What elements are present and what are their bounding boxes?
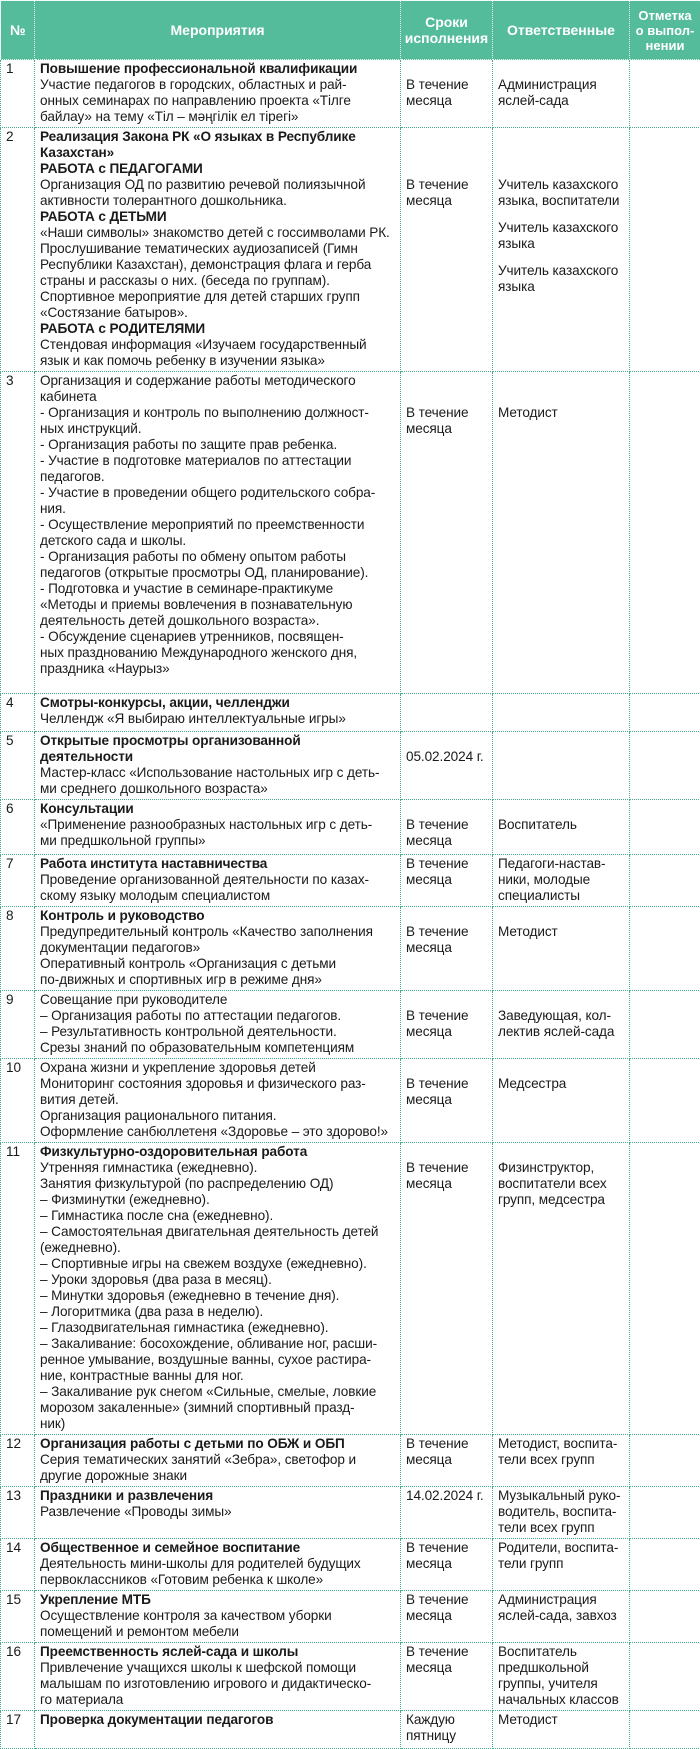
row-term: В течение месяца — [401, 1643, 493, 1711]
row-term: В течение месяца — [401, 1591, 493, 1643]
row-title: Повышение профессиональной квалификации — [40, 61, 396, 77]
row-number: 6 — [1, 800, 35, 855]
table-row — [1, 907, 700, 991]
row-title: Работа института наставничества — [40, 856, 396, 872]
row-number: 4 — [1, 694, 35, 732]
row-mark — [630, 732, 700, 800]
row-events — [35, 60, 401, 128]
row-number: 16 — [1, 1643, 35, 1711]
table-row — [1, 694, 700, 732]
row-body: Организация ОД по развитию речевой полиязычной активности толерантного дошкольника. — [40, 177, 396, 209]
row-term: В течение месяца — [401, 1435, 493, 1487]
row-title: Организация работы с детьми по ОБЖ и ОБП — [40, 1436, 396, 1452]
table-row — [1, 372, 700, 694]
row-number: 1 — [1, 60, 35, 128]
row-responsible: Родители, воспита- тели групп — [493, 1539, 630, 1591]
row-term: В течение месяца — [401, 60, 493, 128]
row-events — [35, 855, 401, 907]
row-body: Осуществление контроля за качеством уборки помещений и ремонтом мебели — [40, 1608, 396, 1640]
table-row — [1, 1591, 700, 1643]
table-row — [1, 991, 700, 1059]
row-mark — [630, 1539, 700, 1591]
row-title: Контроль и руководство — [40, 908, 396, 924]
row-title: Физкультурно-оздоровительная работа — [40, 1144, 396, 1160]
row-mark — [630, 800, 700, 855]
row-term: В течение месяца — [401, 800, 493, 855]
row-mark — [630, 128, 700, 372]
row-term: В течение месяца — [401, 907, 493, 991]
row-term: 14.02.2024 г. — [401, 1487, 493, 1539]
row-body: Охрана жизни и укрепление здоровья детей Мониторинг состояния здоровья и физического раз- вития детей. Организация рационального питания. Оформление санбюллетеня «Здоровье – это здорово!» — [40, 1060, 396, 1140]
header-responsible: Ответственные — [493, 1, 630, 60]
row-responsible: Физинструктор, воспитатели всех групп, медсестра — [493, 1143, 630, 1435]
row-term: В течение месяца — [401, 1059, 493, 1143]
row-mark — [630, 1643, 700, 1711]
row-term: Каждую пятницу — [401, 1711, 493, 1749]
table-row — [1, 1487, 700, 1539]
row-responsible: Методист — [493, 372, 630, 694]
row-responsible-item: Учитель казахского языка — [498, 263, 624, 295]
table-row — [1, 732, 700, 800]
row-title: Общественное и семейное воспитание — [40, 1540, 396, 1556]
row-number: 2 — [1, 128, 35, 372]
row-events — [35, 1591, 401, 1643]
table-row — [1, 800, 700, 855]
row-responsible: Методист — [493, 907, 630, 991]
table-row — [1, 1539, 700, 1591]
row-body: Деятельность мини-школы для родителей будущих первоклассников «Готовим ребенка к школе» — [40, 1556, 396, 1588]
row-mark — [630, 372, 700, 694]
row-number: 17 — [1, 1711, 35, 1749]
row-responsible: Администрация яслей-сада, завхоз — [493, 1591, 630, 1643]
row-body: Утренняя гимнастика (ежедневно). Занятия физкультурой (по распределению ОД) – Физминутки (ежедневно). – Гимнастика после сна (ежедневно). – Самостоятельная двигательная деятельность детей (ежедневно). – Спортивные игры на свежем воздухе (ежедневно). – Уроки здоровья (два раза в месяц). – Минутки здоровья (ежедневно в течение дня). – Логоритмика (два раза в неделю). – Глазодвигательная гимнастика (ежедневно). – Закаливание: босохождение, обливание ног, расши- ренное умывание, воздушные ванны, сухое растира- ние, контрастные ванны для ног. – Закаливание рук снегом «Сильные, смелые, ловкие морозом закаленные» (зимний спортивный празд- ник) — [40, 1160, 396, 1432]
row-responsible-item: Учитель казахского языка, воспитатели — [498, 177, 624, 209]
row-responsible: Медсестра — [493, 1059, 630, 1143]
row-responsible: Музыкальный руко- водитель, воспита- тели всех групп — [493, 1487, 630, 1539]
row-body: Стендовая информация «Изучаем государственный язык и как помочь ребенку в изучении языка» — [40, 337, 396, 369]
row-events — [35, 1643, 401, 1711]
row-responsible — [493, 694, 630, 732]
row-responsible: Методист, воспита- тели всех групп — [493, 1435, 630, 1487]
row-title: Праздники и развлечения — [40, 1488, 396, 1504]
row-events — [35, 694, 401, 732]
row-events — [35, 372, 401, 694]
row-title: Смотры-конкурсы, акции, челленджи — [40, 695, 396, 711]
row-term: В течение месяца — [401, 1143, 493, 1435]
row-body: Совещание при руководителе – Организация работы по аттестации педагогов. – Результативность контрольной деятельности. Срезы знаний по образовательным компетенциям — [40, 992, 396, 1056]
row-responsible — [493, 732, 630, 800]
row-events — [35, 732, 401, 800]
row-number: 5 — [1, 732, 35, 800]
table-row — [1, 1435, 700, 1487]
row-body: Привлечение учащихся школы к шефской помощи малышам по изготовлению игрового и дидактическо- го материала — [40, 1660, 396, 1708]
row-events — [35, 1143, 401, 1435]
header-events: Мероприятия — [35, 1, 401, 60]
row-mark — [630, 1435, 700, 1487]
row-events — [35, 1435, 401, 1487]
row-body: «Применение разнообразных настольных игр с деть- ми предшкольной группы» — [40, 817, 396, 849]
row-responsible: Педагоги-настав- ники, молодые специалисты — [493, 855, 630, 907]
row-mark — [630, 855, 700, 907]
row-responsible: Заведующая, кол- лектив яслей-сада — [493, 991, 630, 1059]
row-responsible: Методист — [493, 1711, 630, 1749]
row-number: 3 — [1, 372, 35, 694]
header-number: № — [1, 1, 35, 60]
row-subheading: РАБОТА с ПЕДАГОГАМИ — [40, 161, 396, 177]
header-terms: Сроки исполнения — [401, 1, 493, 60]
table-row — [1, 855, 700, 907]
table-row — [1, 60, 700, 128]
row-number: 11 — [1, 1143, 35, 1435]
row-responsible-item: Учитель казахского языка — [498, 220, 624, 252]
row-term: В течение месяца — [401, 1539, 493, 1591]
row-term: В течение месяца — [401, 855, 493, 907]
row-term — [401, 694, 493, 732]
row-events — [35, 907, 401, 991]
row-responsible: Воспитатель — [493, 800, 630, 855]
row-number: 9 — [1, 991, 35, 1059]
row-body: Проведение организованной деятельности по казах- скому языку молодым специалистом — [40, 872, 396, 904]
row-term: В течение месяца — [401, 991, 493, 1059]
row-events — [35, 1711, 401, 1749]
row-events — [35, 128, 401, 372]
row-title: Открытые просмотры организованной деятельности — [40, 733, 396, 765]
row-responsible: Администрация яслей-сада — [493, 60, 630, 128]
row-mark — [630, 1143, 700, 1435]
table-row — [1, 1711, 700, 1749]
row-body: Организация и содержание работы методического кабинета - Организация и контроль по выполнению должност- ных инструкций. - Организация работы по защите прав ребенка. - Участие в подготовке материалов по аттестации педагогов. - Участие в проведении общего родительского собра- ния. - Осуществление мероприятий по преемственности детского сада и школы. - Организация работы по обмену опытом работы педагогов (открытые просмотры ОД, планирование). - Подготовка и участие в семинаре-практикуме «Методы и приемы вовлечения в познавательную деятельность детей дошкольного возраста». - Обсуждение сценариев утренников, посвящен- ных празднованию Международного женского дня, праздника «Наурыз» — [40, 373, 396, 677]
row-title: Укрепление МТБ — [40, 1592, 396, 1608]
table-header — [1, 1, 700, 60]
row-number: 10 — [1, 1059, 35, 1143]
row-mark — [630, 907, 700, 991]
row-number: 7 — [1, 855, 35, 907]
row-title: Проверка документации педагогов — [40, 1712, 396, 1728]
row-body: «Наши символы» знакомство детей с госсимволами РК. Прослушивание тематических аудиозаписей (Гимн Республики Казахстан), демонстрация флага и герба страны и рассказы о них. (беседа по группам). Спортивное мероприятие для детей старших групп «Состязание батыров». — [40, 225, 396, 321]
table-row — [1, 1059, 700, 1143]
row-mark — [630, 694, 700, 732]
row-term: В течение месяца — [401, 372, 493, 694]
row-responsible: Воспитатель предшкольной группы, учителя начальных классов — [493, 1643, 630, 1711]
row-body: Участие педагогов в городских, областных и рай- онных семинарах по направлению проекта «Тілге байлау» на тему «Тіл – мәңгілік ел тірегі» — [40, 77, 396, 125]
row-title: Консультации — [40, 801, 396, 817]
table-row — [1, 128, 700, 372]
row-term: 05.02.2024 г. — [401, 732, 493, 800]
row-body: Предупредительный контроль «Качество заполнения документации педагогов» Оперативный контроль «Организация с детьми по-движных и спортивных игр в режиме дня» — [40, 924, 396, 988]
row-title: Реализация Закона РК «О языках в Республике Казахстан» — [40, 129, 396, 161]
row-events — [35, 991, 401, 1059]
row-body: Челлендж «Я выбираю интеллектуальные игры» — [40, 711, 396, 727]
row-mark — [630, 60, 700, 128]
row-number: 14 — [1, 1539, 35, 1591]
row-body: Серия тематических занятий «Зебра», светофор и другие дорожные знаки — [40, 1452, 396, 1484]
header-mark: Отметка о выпол- нении — [630, 1, 700, 60]
row-number: 15 — [1, 1591, 35, 1643]
row-mark — [630, 1591, 700, 1643]
row-events — [35, 1059, 401, 1143]
row-number: 8 — [1, 907, 35, 991]
row-responsible — [493, 128, 630, 372]
row-mark — [630, 991, 700, 1059]
row-body: Мастер-класс «Использование настольных игр с деть- ми среднего дошкольного возраста» — [40, 765, 396, 797]
row-term: В течение месяца — [401, 128, 493, 372]
table-row — [1, 1143, 700, 1435]
row-events — [35, 800, 401, 855]
row-mark — [630, 1487, 700, 1539]
row-subheading: РАБОТА с РОДИТЕЛЯМИ — [40, 321, 396, 337]
row-mark — [630, 1059, 700, 1143]
row-events — [35, 1539, 401, 1591]
row-events — [35, 1487, 401, 1539]
row-title: Преемственность яслей-сада и школы — [40, 1644, 396, 1660]
row-body: Развлечение «Проводы зимы» — [40, 1504, 396, 1520]
row-mark — [630, 1711, 700, 1749]
row-subheading: РАБОТА с ДЕТЬМИ — [40, 209, 396, 225]
row-number: 12 — [1, 1435, 35, 1487]
row-number: 13 — [1, 1487, 35, 1539]
table-row — [1, 1643, 700, 1711]
